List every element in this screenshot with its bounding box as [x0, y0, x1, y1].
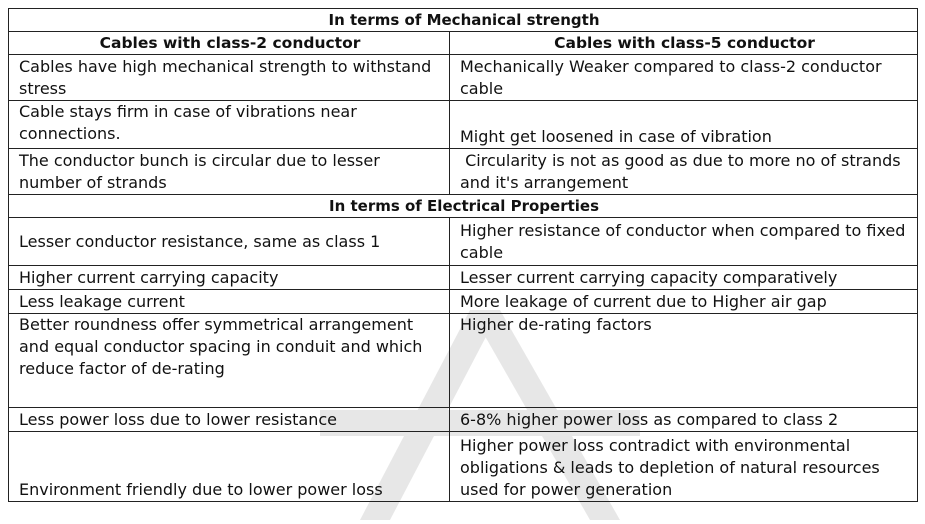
- table-cell-class5: More leakage of current due to Higher air gap: [450, 290, 918, 314]
- table-row: [9, 55, 918, 101]
- table-cell-class5: 6-8% higher power loss as compared to class 2: [450, 408, 918, 432]
- table-row: [9, 432, 918, 502]
- column-header-row: [9, 32, 918, 55]
- table-cell-class5: Might get loosened in case of vibration: [450, 101, 918, 149]
- table-row: [9, 149, 918, 195]
- table-cell-class5: Mechanically Weaker compared to class-2 conductor cable: [450, 55, 918, 101]
- table-cell-class2: Less leakage current: [9, 290, 450, 314]
- column-header-class5: Cables with class-5 conductor: [450, 32, 918, 55]
- table-cell-class5: Higher de-rating factors: [450, 314, 918, 408]
- table-cell-class2: Environment friendly due to lower power loss: [9, 432, 450, 502]
- column-header-class2: Cables with class-2 conductor: [9, 32, 450, 55]
- section-header-mechanical: [9, 9, 918, 32]
- table-cell-class2: Higher current carrying capacity: [9, 266, 450, 290]
- table-cell-class2: Cables have high mechanical strength to withstand stress: [9, 55, 450, 101]
- table-row: [9, 266, 918, 290]
- table-row: [9, 314, 918, 408]
- comparison-table-container: [8, 8, 918, 502]
- table-cell-class2: Cable stays firm in case of vibrations near connections.: [9, 101, 450, 149]
- table-row: [9, 101, 918, 149]
- section-header-electrical: [9, 195, 918, 218]
- table-cell-class5: Circularity is not as good as due to more no of strands and it's arrangement: [450, 149, 918, 195]
- section-title-electrical: In terms of Electrical Properties: [9, 195, 918, 218]
- table-row: [9, 218, 918, 266]
- table-cell-class2: The conductor bunch is circular due to lesser number of strands: [9, 149, 450, 195]
- table-cell-class2: Better roundness offer symmetrical arrangement and equal conductor spacing in conduit and which reduce factor of de-rating: [9, 314, 450, 408]
- table-row: [9, 290, 918, 314]
- table-cell-class2: Less power loss due to lower resistance: [9, 408, 450, 432]
- table-cell-class2: Lesser conductor resistance, same as class 1: [9, 218, 450, 266]
- table-row: [9, 408, 918, 432]
- table-cell-class5: Lesser current carrying capacity comparatively: [450, 266, 918, 290]
- table-cell-class5: Higher power loss contradict with environmental obligations & leads to depletion of natural resources used for power generation: [450, 432, 918, 502]
- section-title-mechanical: In terms of Mechanical strength: [9, 9, 918, 32]
- comparison-table: [8, 8, 918, 502]
- table-cell-class5: Higher resistance of conductor when compared to fixed cable: [450, 218, 918, 266]
